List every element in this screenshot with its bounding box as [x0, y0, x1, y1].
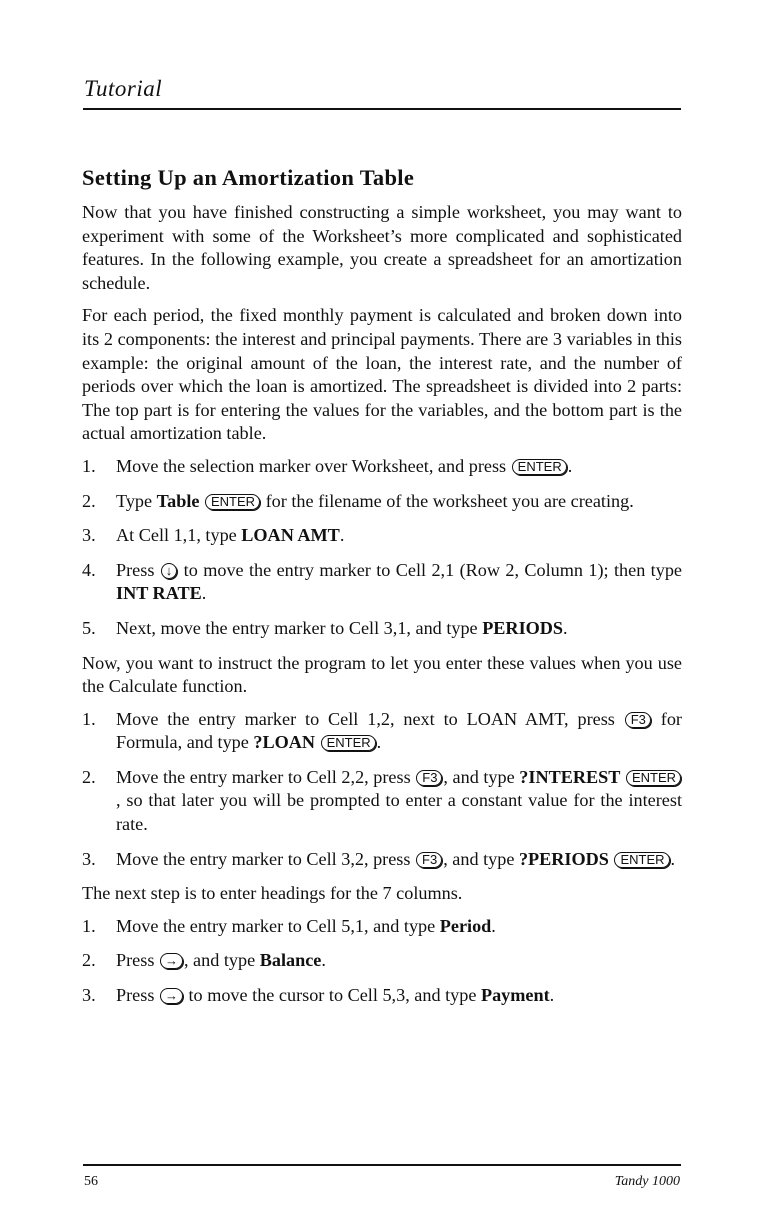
list-item: 3. At Cell 1,1, type LOAN AMT.: [82, 525, 345, 546]
book-title: Tandy 1000: [614, 1174, 680, 1189]
list-item: 4. Press ↓ to move the entry marker to Cell 2,1 (Row 2, Column 1); then type INT RATE.: [82, 559, 682, 604]
list-item: 5. Next, move the entry marker to Cell 3,1, and type PERIODS.: [82, 617, 568, 638]
list-item: 3. Press → to move the cursor to Cell 5,3, and type Payment.: [82, 985, 555, 1006]
enter-key-icon: ENTER: [614, 852, 669, 868]
enter-key-icon: ENTER: [321, 735, 376, 751]
down-arrow-key-icon: ↓: [161, 563, 178, 579]
f3-key-icon: F3: [416, 852, 442, 868]
formula-steps-list: [82, 708, 682, 872]
list-item: 2. Press → , and type Balance.: [82, 950, 326, 971]
f3-key-icon: F3: [416, 770, 442, 786]
list-item: 2. Move the entry marker to Cell 2,2, press F3 , and type ?INTEREST ENTER, so that later you will be prompted to enter a constant value for the interest rate.: [82, 766, 682, 835]
list-item: 1. Move the entry marker to Cell 5,1, and type Period.: [82, 915, 496, 936]
list-item: 1. Move the entry marker to Cell 1,2, next to LOAN AMT, press F3 for Formula, and type ?LOAN ENTER .: [82, 708, 682, 753]
f3-key-icon: F3: [625, 712, 651, 728]
section-heading: Setting Up an Amortization Table: [82, 165, 415, 190]
list-item: 2. Type Table ENTER for the filename of the worksheet you are creating.: [82, 490, 634, 511]
calculate-paragraph: Now, you want to instruct the program to let you enter these values when you use the Calculate function.: [82, 652, 682, 697]
right-arrow-key-icon: →: [160, 953, 183, 969]
list-item: 1. Move the selection marker over Worksheet, and press ENTER .: [82, 455, 573, 476]
heading-steps-list: [82, 915, 682, 1008]
page-body: [82, 165, 682, 1019]
header-rule: [83, 108, 681, 110]
intro-paragraph-1: Now that you have finished constructing a simple worksheet, you may want to experiment with some of the Worksheet’s more complicated and sophisticated features. In the following example, you create a spreadsheet for an amortization schedule.: [82, 202, 682, 293]
enter-key-icon: ENTER: [205, 494, 260, 510]
footer-rule: [83, 1164, 681, 1166]
list-item: 3. Move the entry marker to Cell 3,2, press F3 , and type ?PERIODS ENTER .: [82, 848, 676, 869]
page-number: 56: [84, 1174, 98, 1189]
right-arrow-key-icon: →: [160, 988, 183, 1004]
enter-key-icon: ENTER: [512, 459, 567, 475]
intro-paragraph-2: For each period, the fixed monthly payment is calculated and broken down into its 2 components: the interest and principal payments. There are 3 variables in this example: the original amount of the loan, the interest rate, and the number of periods over which the loan is amortized. The spreadsheet is divided into 2 parts: The top part is for entering the values for the variables, and the bottom part is the actual amortization table.: [82, 305, 682, 444]
setup-steps-list: [82, 455, 682, 641]
enter-key-icon: ENTER: [626, 770, 681, 786]
running-header-title: Tutorial: [84, 76, 163, 101]
headings-paragraph: The next step is to enter headings for the 7 columns.: [82, 883, 463, 904]
